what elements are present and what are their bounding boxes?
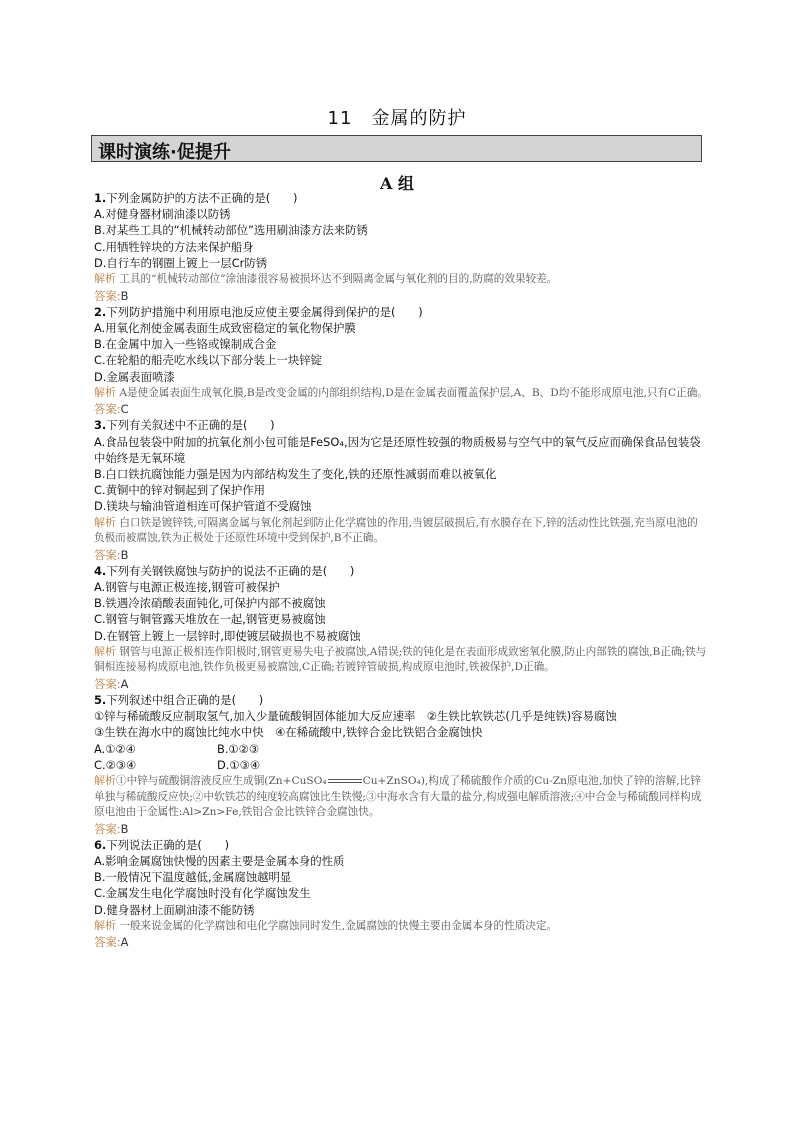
option: B.对某些工具的“机械转动部位”选用刷油漆方法来防锈	[94, 223, 368, 238]
question-6	[94, 837, 708, 951]
option: B.①②③	[217, 741, 260, 756]
question-stem: 5.下列叙述中组合正确的是( )	[94, 693, 264, 708]
question-2	[94, 304, 708, 418]
option: C.钢管与铜管露天堆放在一起,钢管更易被腐蚀	[94, 612, 326, 627]
option: A.①②④	[94, 741, 136, 756]
analysis: 解析 工具的“机械转动部位”涂油漆很容易被损坏达不到隔离金属与氧化剂的目的,防腐的效果较差。	[94, 272, 558, 286]
option: D.健身器材上面刷油漆不能防锈	[94, 902, 255, 917]
question-stem: 2.下列防护措施中利用原电池反应使主要金属得到保护的是( )	[94, 304, 423, 319]
option: C.黄铜中的锌对铜起到了保护作用	[94, 483, 266, 498]
question-4	[94, 563, 708, 692]
option-row	[94, 757, 708, 773]
analysis: 解析 一般来说金属的化学腐蚀和电化学腐蚀同时发生,金属腐蚀的快慢主要由金属本身的性质决定。	[94, 918, 558, 932]
option: D.自行车的钢圈上镀上一层Cr防锈	[94, 255, 268, 270]
analysis: 解析 白口铁是镀锌铁,可隔离金属与氧化剂起到防止化学腐蚀的作用,当镀层破损后,有水膜存在下,锌的活动性比铁强,充当原电池的负极而被腐蚀,铁为正极处于还原性环境中受到保护,B不正确。	[94, 515, 698, 545]
question-stem: 3.下列有关叙述中不正确的是( )	[94, 418, 275, 433]
option: A.对健身器材刷油漆以防锈	[94, 207, 231, 222]
equals-sign-icon	[328, 779, 362, 783]
option: B.白口铁抗腐蚀能力强是因为内部结构发生了变化,铁的还原性减弱而难以被氧化	[94, 467, 497, 482]
option: A.食品包装袋中附加的抗氧化剂小包可能是FeSO₄,因为它是还原性较强的物质极易与空气中的氧气反应而确保食品包装袋中始终是无氧环境	[94, 434, 701, 465]
question-5	[94, 692, 708, 837]
answer: 答案:B	[94, 288, 129, 303]
question-list	[94, 190, 708, 951]
question-3	[94, 417, 708, 562]
option: C.在轮船的船壳吃水线以下部分装上一块锌锭	[94, 353, 322, 368]
option: C.②③④	[94, 757, 137, 772]
option: D.镁块与输油管道相连可保护管道不受腐蚀	[94, 499, 312, 514]
question-stem: 6.下列说法正确的是( )	[94, 837, 230, 852]
option: A.钢管与电源正极连接,钢管可被保护	[94, 580, 280, 595]
question-stem: 1.下列金属防护的方法不正确的是( )	[94, 191, 298, 205]
statement: ③生铁在海水中的腐蚀比纯水中快 ④在稀硫酸中,铁锌合金比铁铝合金腐蚀快	[94, 725, 483, 740]
section-banner	[91, 135, 702, 162]
option: C.用牺牲锌块的方法来保护船身	[94, 239, 254, 254]
answer: 答案:C	[94, 402, 129, 417]
question-1	[94, 190, 708, 304]
option: B.铁遇冷浓硝酸表面钝化,可保护内部不被腐蚀	[94, 596, 326, 611]
option: B.在金属中加入一些铬或镍制成合金	[94, 337, 277, 352]
banner-text: 课时演练·促提升	[98, 142, 231, 163]
group-heading: A 组	[380, 174, 414, 193]
answer: 答案:B	[94, 821, 129, 836]
option: B.一般情况下温度越低,金属腐蚀越明显	[94, 870, 292, 885]
analysis: 解析 A是使金属表面生成氧化膜,B是改变金属的内部组织结构,D是在金属表面覆盖保护层,A、B、D均不能形成原电池,只有C正确。	[94, 385, 708, 399]
answer: 答案:A	[94, 676, 129, 691]
option: A.用氧化剂使金属表面生成致密稳定的氧化物保护膜	[94, 320, 356, 335]
analysis: 解析 钢管与电源正极相连作阳极时,钢管更易失电子被腐蚀,A错误;铁的钝化是在表面形成致密氧化膜,防止内部铁的腐蚀,B正确;铁与铜相连接易构成原电池,铁作负极更易被腐蚀,C正确;若镀锌管破损,构成原电池时,铁被保护,D正确。	[94, 644, 707, 674]
statement: ①锌与稀硫酸反应制取氢气,加入少量硫酸铜固体能加大反应速率 ②生铁比软铁芯(几乎是纯铁)容易腐蚀	[94, 709, 617, 724]
question-stem: 4.下列有关钢铁腐蚀与防护的说法不正确的是( )	[94, 563, 355, 578]
answer: 答案:B	[94, 547, 129, 562]
option: D.在钢管上镀上一层锌时,即使镀层破损也不易被腐蚀	[94, 628, 361, 643]
option: D.①③④	[217, 757, 261, 772]
option: D.金属表面喷漆	[94, 369, 175, 384]
answer: 答案:A	[94, 935, 129, 950]
page-title: 11 金属的防护	[327, 108, 467, 129]
option: A.影响金属腐蚀快慢的因素主要是金属本身的性质	[94, 854, 345, 868]
option: C.金属发生电化学腐蚀时没有化学腐蚀发生	[94, 886, 311, 901]
option-row	[94, 741, 708, 757]
analysis: 解析①中锌与硫酸铜溶液反应生成铜(Zn+CuSO₄ Cu+ZnSO₄),构成了稀硫酸作介质的Cu-Zn原电池,加快了锌的溶解,比锌单独与稀硫酸反应快;②中软铁芯的纯度较高腐蚀比生铁慢;③中海水含有大量的盐分,构成强电解质溶液;④中合金与稀硫酸同样构成原电池由于金属性:Al>Zn>Fe,铁铝合金比铁锌合金腐蚀快。	[94, 774, 702, 819]
